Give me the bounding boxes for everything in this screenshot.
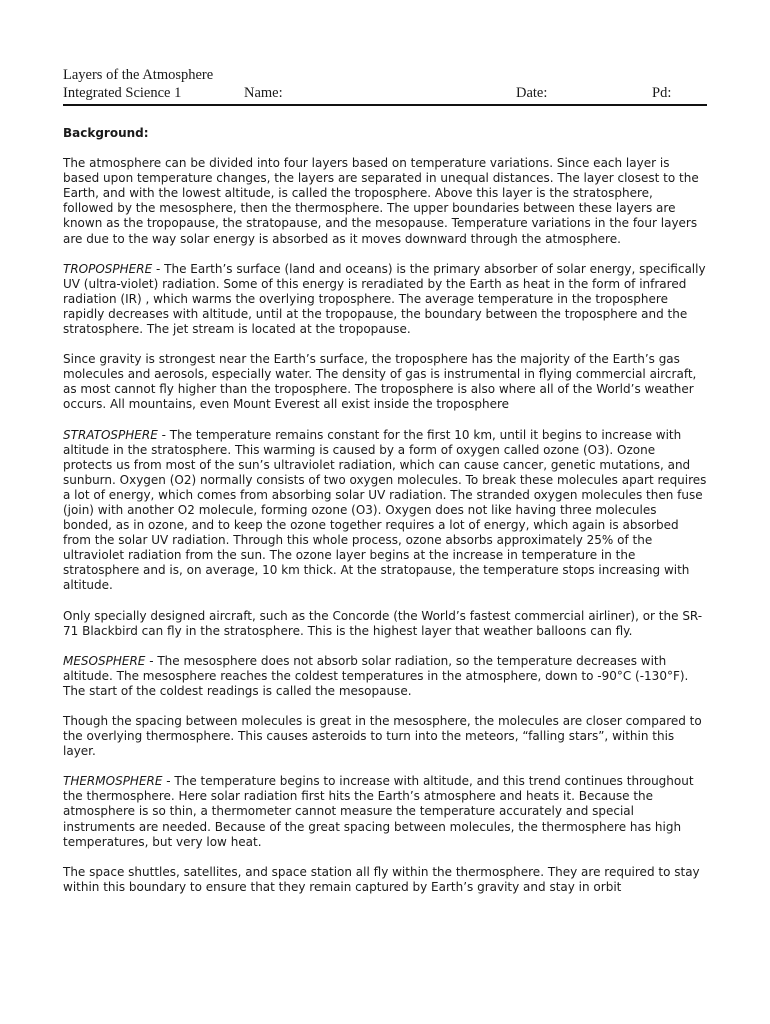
stratosphere-term: STRATOSPHERE — [63, 427, 158, 442]
course-label: Integrated Science 1 — [63, 85, 182, 101]
header-info-line — [63, 84, 707, 106]
thermosphere-text: - The temperature begins to increase with altitude, and this trend continues throughout the thermosphere. Here solar radiation first hits the Earth’s atmosphere and heats it. Because the atmosphere is so thin, a thermometer cannot measure the temperature accurately and special instruments are needed. Because of the great spacing between molecules, the thermosphere has high temperatures, but very low heat. — [63, 774, 694, 849]
thermosphere-paragraph — [63, 774, 707, 849]
troposphere-text: - The Earth’s surface (land and oceans) is the primary absorber of solar energy, specifically UV (ultra-violet) radiation. Some of this energy is reradiated by the Earth as heat in the form of infrared radiation (IR) , which warms the overlying troposphere. The average temperature in the troposphere rapidly decreases with altitude, until at the tropopause, the boundary between the troposphere and the stratosphere. The jet stream is located at the tropopause. — [63, 261, 706, 337]
worksheet-page — [63, 66, 707, 910]
troposphere-term: TROPOSPHERE — [63, 261, 153, 276]
background-heading: Background: — [63, 126, 149, 140]
stratosphere-paragraph-2: Only specially designed aircraft, such as the Concorde (the World’s fastest commercial airliner), or the SR-71 Blackbird can fly in the stratosphere. This is the highest layer that weather balloons can fly. — [63, 608, 703, 638]
date-label: Date: — [516, 85, 548, 101]
worksheet-body — [63, 126, 707, 895]
mesosphere-paragraph-2: Though the spacing between molecules is great in the mesosphere, the molecules are closer compared to the overlying thermosphere. This causes asteroids to turn into the meteors, “falling stars”, within this layer. — [63, 714, 702, 759]
mesosphere-paragraph — [63, 654, 707, 699]
worksheet-title: Layers of the Atmosphere — [63, 67, 214, 83]
mesosphere-term: MESOSPHERE — [63, 653, 146, 668]
intro-paragraph: The atmosphere can be divided into four layers based on temperature variations. Since each layer is based upon temperature changes, the layers are separated in unequal distances. The layer closest to the Earth, and with the lowest altitude, is called the troposphere. Above this layer is the stratosphere, followed by the mesosphere, then the thermosphere. The upper boundaries between these layers are known as the tropopause, the stratopause, and the mesopause. Temperature variations in the four layers are due to the way solar energy is absorbed as it moves downward through the atmosphere. — [63, 156, 699, 246]
thermosphere-paragraph-2: The space shuttles, satellites, and space station all fly within the thermosphere. They are required to stay within this boundary to ensure that they remain captured by Earth’s gravity and stay in orbit — [63, 864, 700, 894]
stratosphere-paragraph — [63, 428, 707, 594]
name-label: Name: — [244, 85, 283, 101]
troposphere-paragraph-2: Since gravity is strongest near the Earth’s surface, the troposphere has the majority of the Earth’s gas molecules and aerosols, especially water. The density of gas is instrumental in flying commercial aircraft, as most cannot fly higher than the troposphere. The troposphere is also where all of the World’s weather occurs. All mountains, even Mount Everest all exist inside the troposphere — [63, 352, 697, 412]
troposphere-paragraph — [63, 262, 707, 337]
mesosphere-text: - The mesosphere does not absorb solar radiation, so the temperature decreases with altitude. The mesosphere reaches the coldest temperatures in the atmosphere, down to -90°C (-130°F). The start of the coldest readings is called the mesopause. — [63, 653, 689, 698]
thermosphere-term: THERMOSPHERE — [63, 774, 163, 789]
worksheet-header — [63, 66, 707, 106]
period-label: Pd: — [652, 85, 672, 101]
stratosphere-text: - The temperature remains constant for the first 10 km, until it begins to increase with altitude in the stratosphere. This warming is caused by a form of oxygen called ozone (O3). Ozone protects us from most of the sun’s ultraviolet radiation, which can cause cancer, genetic mutations, and sunburn. Oxygen (O2) normally consists of two oxygen molecules. To break these molecules apart requires a lot of energy, which comes from absorbing solar UV radiation. The stranded oxygen molecules then fuse (join) with another O2 molecule, forming ozone (O3). Oxygen does not like having three molecules bonded, as in ozone, and to keep the ozone together requires a lot of energy, which again is absorbed from the solar UV radiation. Through this whole process, ozone absorbs approximately 25% of the ultraviolet radiation from the sun. The ozone layer begins at the increase in temperature in the stratosphere and is, on average, 10 km thick. At the stratopause, the temperature stops increasing with altitude. — [63, 427, 707, 593]
